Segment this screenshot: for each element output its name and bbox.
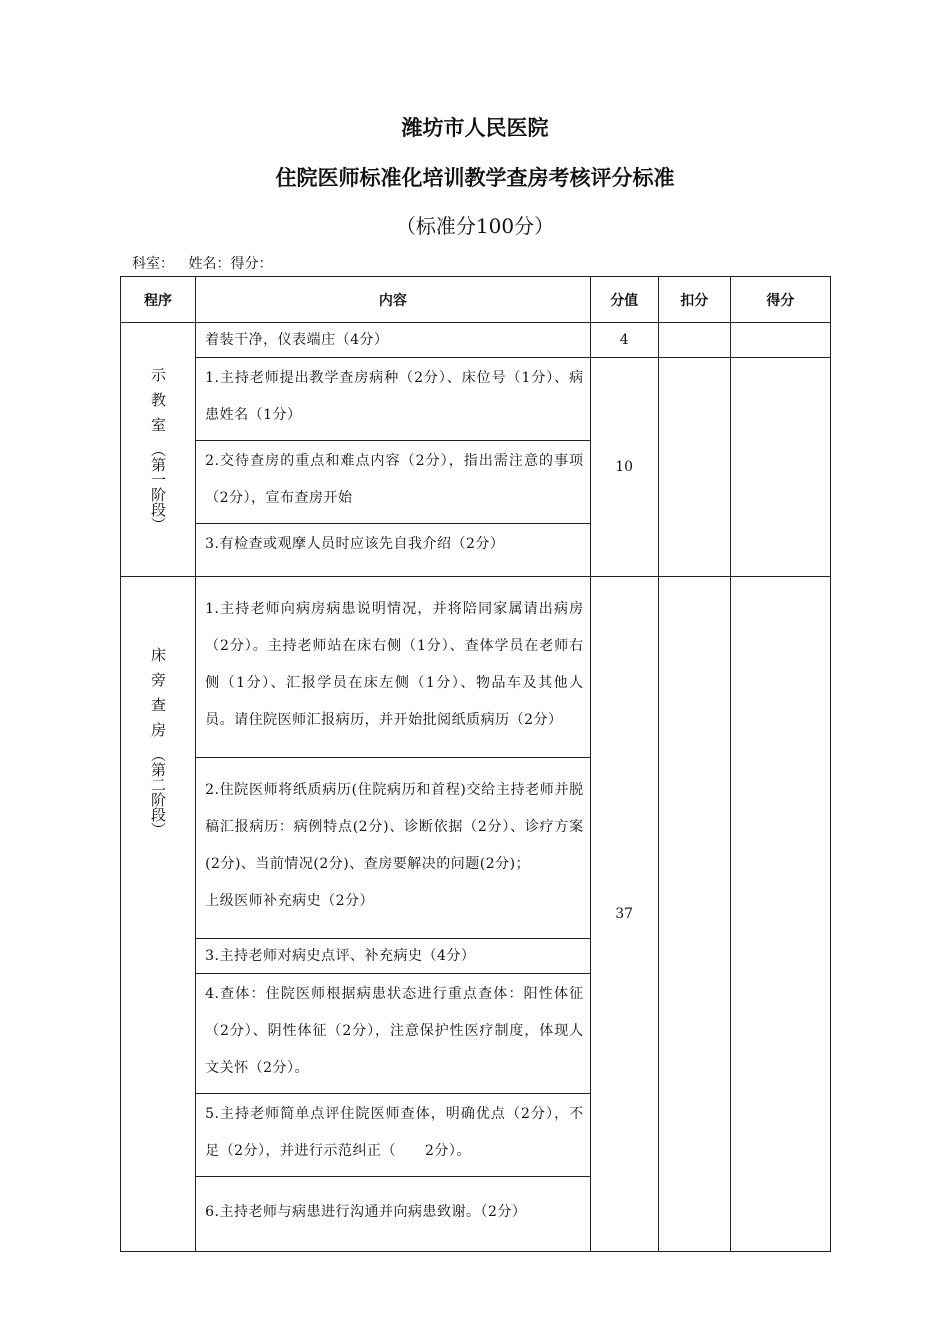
stage2-item-5: 5.主持老师简单点评住院医师查体，明确优点（2分），不足（2分），并进行示范纠正（ 2分）。 xyxy=(196,1094,591,1177)
stage2-name: 床旁查房 xyxy=(149,647,168,747)
hospital-name: 潍坊市人民医院 xyxy=(401,115,549,140)
stage2-label xyxy=(121,577,196,1252)
stage1-phase: （第一阶段） xyxy=(149,442,168,532)
stage2-item-2 xyxy=(196,758,591,939)
stage2-item-3: 3.主持老师对病史点评、补充病史（4分） xyxy=(196,939,591,974)
score-cell[interactable] xyxy=(730,358,830,577)
stage1-item0-points: 4 xyxy=(590,323,658,358)
dept-label: 科室： xyxy=(132,256,174,272)
stage2-phase: （第二阶段） xyxy=(149,747,168,837)
table-row xyxy=(121,358,831,441)
stage1-item-3: 3.有检查或观摩人员时应该先自我介绍（2分） xyxy=(196,524,591,577)
header-deduction: 扣分 xyxy=(658,277,730,323)
stage1-item-2: 2.交待查房的重点和难点内容（2分），指出需注意的事项（2分），宣布查房开始 xyxy=(196,441,591,524)
header-procedure: 程序 xyxy=(121,277,196,323)
stage2-item-6: 6.主持老师与病患进行沟通并向病患致谢。（2分） xyxy=(196,1177,591,1252)
header-score: 得分 xyxy=(730,277,830,323)
deduction-cell[interactable] xyxy=(658,358,730,577)
stage1-item-0: 着装干净，仪表端庄（4分） xyxy=(196,323,591,358)
score-cell[interactable] xyxy=(730,323,830,358)
scoring-table xyxy=(120,276,831,1252)
document-subtitle: （标准分100分） xyxy=(395,214,555,238)
name-label: 姓名： xyxy=(188,256,231,272)
score-label: 得分： xyxy=(230,256,273,272)
form-meta xyxy=(132,253,282,273)
stage2-item-2-supplement: 上级医师补充病史（2分） xyxy=(205,893,375,909)
stage2-item-2-text: 2.住院医师将纸质病历(住院病历和首程)交给主持老师并脱稿汇报病历：病例特点(2分)、诊断依据（2分）、诊疗方案(2分)、当前情况(2分)、查房要解决的问题(2分)； xyxy=(205,782,584,872)
header-points: 分值 xyxy=(590,277,658,323)
table-header-row xyxy=(121,277,831,323)
deduction-cell[interactable] xyxy=(658,577,730,1252)
table-row xyxy=(121,323,831,358)
stage1-item-1: 1.主持老师提出教学查房病种（2分）、床位号（1分）、病患姓名（1分） xyxy=(196,358,591,441)
score-cell[interactable] xyxy=(730,577,830,1252)
stage1-items-points: 10 xyxy=(590,358,658,577)
deduction-cell[interactable] xyxy=(658,323,730,358)
header-content: 内容 xyxy=(196,277,591,323)
stage1-name: 示教室 xyxy=(149,367,168,442)
table-row xyxy=(121,577,831,758)
stage2-points: 37 xyxy=(590,577,658,1252)
stage2-item-1: 1.主持老师向病房病患说明情况，并将陪同家属请出病房（2分）。主持老师站在床右侧（1分）、查体学员在老师右侧（1分）、汇报学员在床左侧（1分）、物品车及其他人员。请住院医师汇报病历，并开始批阅纸质病历（2分） xyxy=(196,577,591,758)
document-title: 住院医师标准化培训教学查房考核评分标准 xyxy=(275,165,675,190)
stage1-label xyxy=(121,323,196,577)
stage2-item-4: 4.查体：住院医师根据病患状态进行重点查体：阳性体征（2分）、阴性体征（2分），注意保护性医疗制度，体现人文关怀（2分）。 xyxy=(196,974,591,1094)
